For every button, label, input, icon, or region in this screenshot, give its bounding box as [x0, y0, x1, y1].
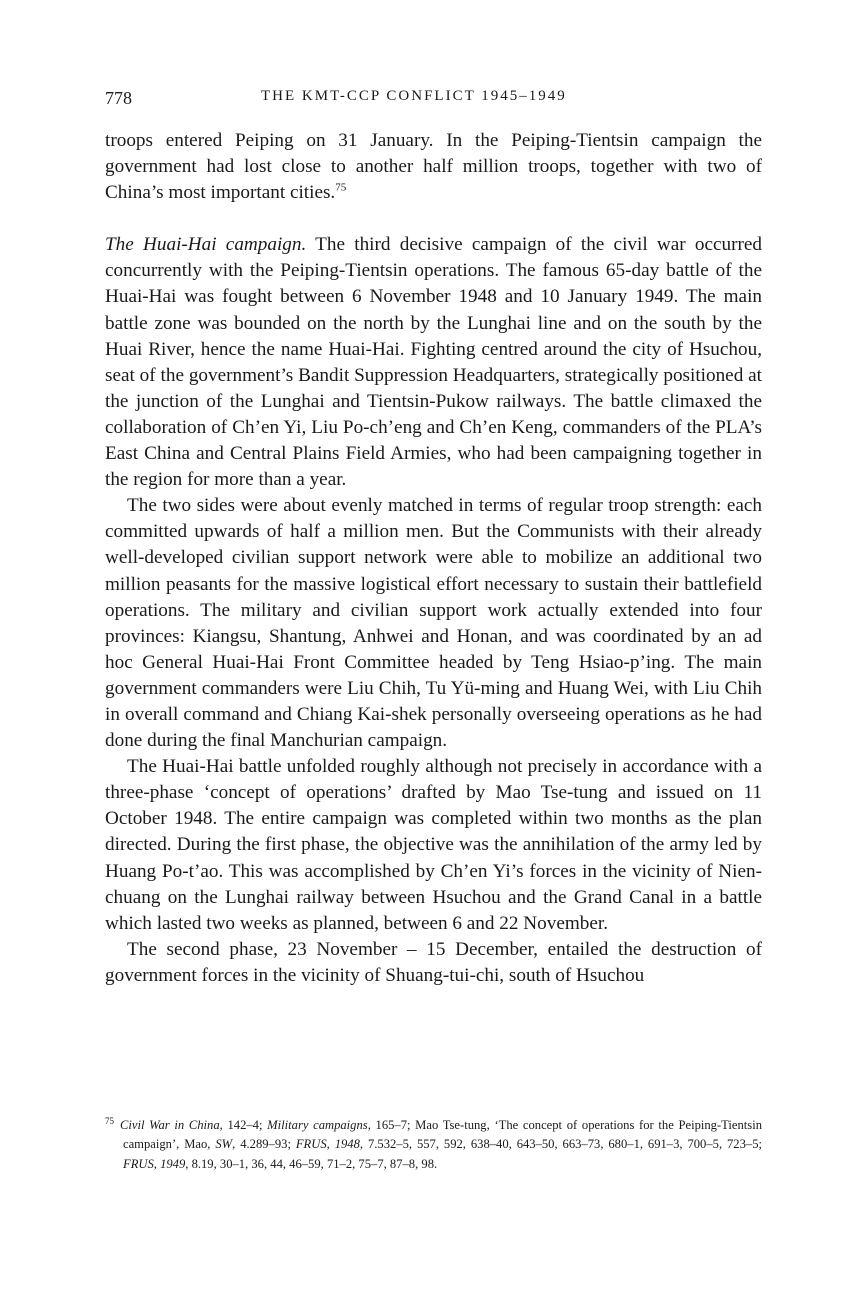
citation-title: FRUS, 1949: [123, 1156, 186, 1171]
body-text: [105, 128, 762, 989]
page-body: [105, 88, 762, 989]
paragraph-1: [105, 128, 762, 206]
paragraph-3: The two sides were about evenly matched in terms of regular troop strength: each committed upwards of half a million men. But the Communists with their already well-developed civilian support network were able to mobilize an additional two million peasants for the massive logistical effort necessary to sustain their battlefield operations. The military and civilian support work actually extended into four provinces: Kiangsu, Shantung, Anhwei and Honan, and was coordinated by an ad hoc General Huai-Hai Front Committee headed by Teng Hsiao-p’ing. The main government commanders were Liu Chih, Tu Yü-ming and Huang Wei, with Liu Chih in overall command and Chiang Kai-shek personally overseeing operations as he had done during the final Manchurian campaign.: [105, 495, 762, 752]
citation-text: , 165–7; Mao Tse-tung, ‘The concept of operations for the Peiping-Tientsin campaign’, Mao,: [123, 1118, 762, 1152]
footnotes: [105, 1112, 762, 1174]
footnote-reference[interactable]: 75: [335, 181, 347, 194]
citation-text: , 8.19, 30–1, 36, 44, 46–59, 71–2, 75–7, 87–8, 98.: [185, 1156, 438, 1171]
running-header: [105, 88, 762, 114]
paragraph-5: The second phase, 23 November – 15 December, entailed the destruction of government forces in the vicinity of Shuang-tui-chi, south of Hsuchou: [105, 938, 762, 986]
paragraph-2-text: The third decisive campaign of the civil war occurred concurrently with the Peiping-Tientsin operations. The famous 65-day battle of the Huai-Hai was fought between 6 November 1948 and 10 January 1949. The main battle zone was bounded on the north by the Lunghai line and on the south by the Huai River, hence the name Huai-Hai. Fighting centred around the city of Hsuchou, seat of the government’s Bandit Suppression Headquarters, strategically positioned at the junction of the Lunghai and Tientsin-Pukow railways. The battle climaxed the collaboration of Ch’en Yi, Liu Po-ch’eng and Ch’en Keng, commanders of the PLA’s East China and Central Plains Field Armies, who had been campaigning together in the region for more than a year.: [105, 234, 763, 491]
citation-title: Civil War in China: [120, 1118, 220, 1133]
citation-text: , 142–4;: [219, 1118, 268, 1133]
citation-title: SW: [215, 1137, 233, 1152]
footnote-75: [105, 1112, 762, 1174]
citation-text: , 7.532–5, 557, 592, 638–40, 643–50, 663–73, 680–1, 691–3, 700–5, 723–5;: [359, 1137, 762, 1152]
paragraph-1-text: troops entered Peiping on 31 January. In the Peiping-Tientsin campaign the government had lost close to another half million troops, together with two of China’s most important cities.: [105, 130, 762, 204]
citation-title: Military campaigns: [267, 1118, 368, 1133]
section-run-in-heading: The Huai-Hai campaign.: [105, 234, 307, 256]
footnote-marker: 75: [105, 1116, 114, 1126]
running-title: THE KMT-CCP CONFLICT 1945–1949: [261, 88, 567, 104]
citation-text: , 4.289–93;: [232, 1137, 296, 1152]
page-number: 778: [105, 88, 132, 108]
paragraph-2: [105, 232, 762, 493]
citation-title: FRUS, 1948: [295, 1137, 360, 1152]
paragraph-4: The Huai-Hai battle unfolded roughly although not precisely in accordance with a three-phase ‘concept of operations’ drafted by Mao Tse-tung and issued on 11 October 1948. The entire campaign was completed within two months as the plan directed. During the first phase, the objective was the annihilation of the army led by Huang Po-t’ao. This was accomplished by Ch’en Yi’s forces in the vicinity of Nien-chuang on the Lunghai railway between Hsuchou and the Grand Canal in a battle which lasted two weeks as planned, between 6 and 22 November.: [105, 756, 762, 934]
